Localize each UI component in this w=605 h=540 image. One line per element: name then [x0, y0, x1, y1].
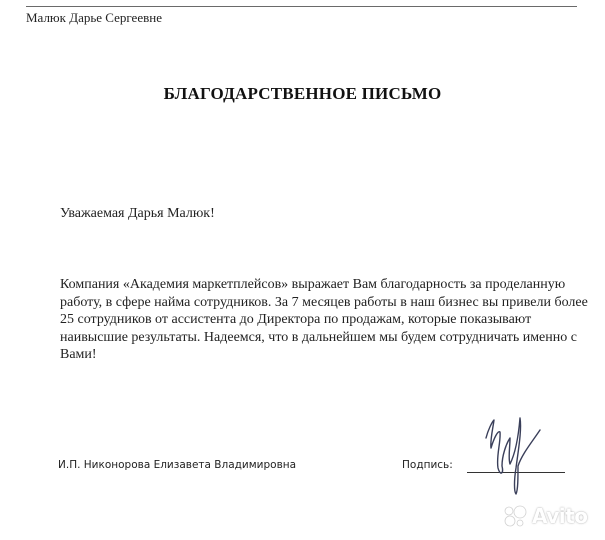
- document-title: БЛАГОДАРСТВЕННОЕ ПИСЬМО: [163, 84, 442, 103]
- body-line: работу, в сфере найма сотрудников. За 7 месяцев работы в наш бизнес вы привели более: [60, 294, 588, 310]
- avito-watermark-text: Avito: [532, 504, 588, 528]
- header-rule: [26, 6, 577, 7]
- handwritten-signature-icon: [480, 408, 550, 498]
- avito-logo-icon: [502, 504, 528, 528]
- body-line: наивысшие результаты. Надеемся, что в дальнейшем мы будем сотрудничать именно с: [60, 329, 577, 345]
- signature-label: Подпись:: [402, 459, 453, 471]
- body-line: 25 сотрудников от ассистента до Директора по продажам, которые показывают: [60, 312, 532, 327]
- body-line: Вами!: [60, 347, 97, 362]
- body-line: Компания «Академия маркетплейсов» выражает Вам благодарность за проделанную: [60, 277, 566, 292]
- recipient-header: Малюк Дарье Сергеевне: [26, 10, 162, 25]
- avito-watermark: [502, 500, 602, 532]
- signer-name: И.П. Никонорова Елизавета Владимировна: [58, 459, 297, 471]
- letter-body: [60, 276, 588, 364]
- salutation: Уважаемая Дарья Малюк!: [60, 206, 215, 221]
